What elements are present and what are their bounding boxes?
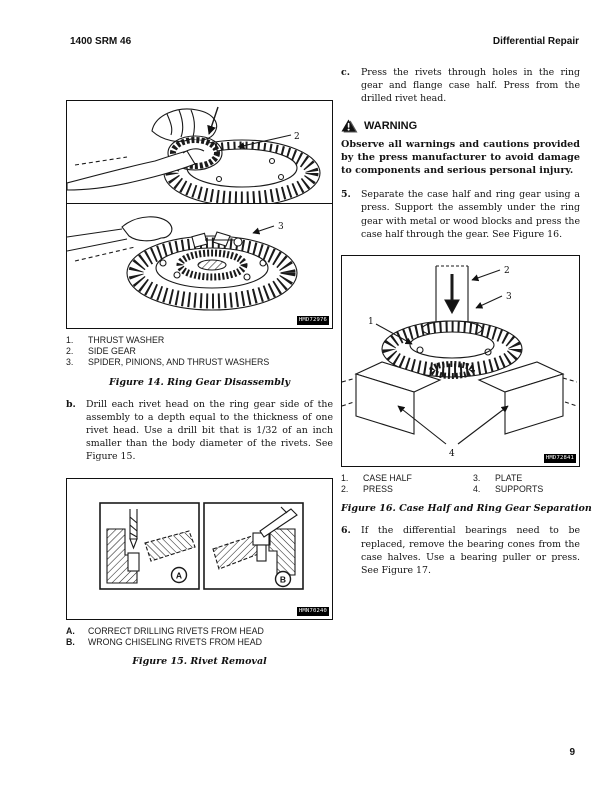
page-number: 9 [569,747,575,758]
warning-header [341,119,580,134]
figure15-caption: Figure 15. Rivet Removal [132,656,267,668]
figure16-callout-plate: 3 [506,292,512,303]
figure16-callout-supports: 4 [449,449,455,460]
figure15-callout-a: A [175,570,183,581]
step-b-text: Drill each rivet head on the ring gear side of the assembly to a depth equal to the thickness of one rivet head. Use a drill bit that is 1/32 of an inch smaller than the body diameter of the rivets. See Figure 15. [86,398,333,463]
step-5-label: 5. [341,189,351,201]
legend-item: 3. SPIDER, PINIONS, AND THRUST WASHERS [66,357,270,368]
figure14-legend [66,335,333,369]
figure14-bottom-illustration-ring-gear [67,205,330,324]
figure14-callout-side-gear: 2 [294,132,300,142]
step-c-label: c. [341,67,350,78]
figure16-legend-col2 [473,473,543,495]
figure16-legend [341,473,580,495]
step-6-label: 6. [341,525,351,537]
legend-item: 2. SIDE GEAR [66,346,136,357]
figure16-callout-press: 2 [504,266,510,277]
figure15-legend [66,626,333,648]
figure16-callout-case-half: 1 [368,317,374,328]
legend-item: A. CORRECT DRILLING RIVETS FROM HEAD [66,625,264,636]
figure14-id-badge: HMD72976 [298,317,327,323]
step-b-label: b. [66,398,76,410]
figure14-divider-line [67,203,332,204]
header-doc-number: 1400 SRM 46 [70,36,132,47]
legend-item: 1. THRUST WASHER [66,335,165,345]
figure16-legend-col1 [341,473,473,495]
step-5 [341,188,580,241]
figure14-top-illustration-side-gear-removal [67,101,330,203]
legend-item: B. WRONG CHISELING RIVETS FROM HEAD [66,636,262,647]
legend-item: 3. PLATE [473,473,523,484]
figure16-id-badge: HMD72841 [545,455,574,462]
figure16-caption: Figure 16. Case Half and Ring Gear Separation [341,503,592,515]
step-5-text: Separate the case half and ring gear using a press. Support the assembly under the ring gear with metal or wood blocks and press the case half through the gear. See Figure 16. [361,189,580,240]
warning-text: Observe all warnings and cautions provided by the press manufacturer to avoid damage to components and serious personal injury. [341,138,580,177]
legend-item: 4. SUPPORTS [473,484,544,495]
step-c-text: Press the rivets through holes in the ring gear and flange case half. Press from the drilled rivet head. [361,67,580,105]
warning-title: WARNING [364,120,418,133]
legend-item: 2. PRESS [341,484,393,495]
figure15-callout-b: B [279,574,287,585]
figure16-illustration-press-separation [342,256,577,464]
figure15-id-badge: HMN70240 [298,607,327,614]
figure14-callout-spider: 3 [278,222,284,232]
left-column [66,100,333,667]
legend-item: 1. CASE HALF [341,473,412,484]
warning-icon [341,119,358,134]
right-column [341,66,592,577]
figure14-caption: Figure 14. Ring Gear Disassembly [109,376,290,388]
step-6-text: If the differential bearings need to be replaced, remove the bearing cones from the case halves. Use a bearing puller or press. See Figure 17. [361,525,580,577]
step-c [341,66,580,106]
header-section-title: Differential Repair [492,36,579,47]
figure-15-box [66,478,333,620]
figure-14-box [66,100,333,329]
step-b [66,398,333,464]
figure-16-box [341,255,580,467]
step-6 [341,524,580,577]
figure15-illustration-rivet-removal [67,479,330,617]
